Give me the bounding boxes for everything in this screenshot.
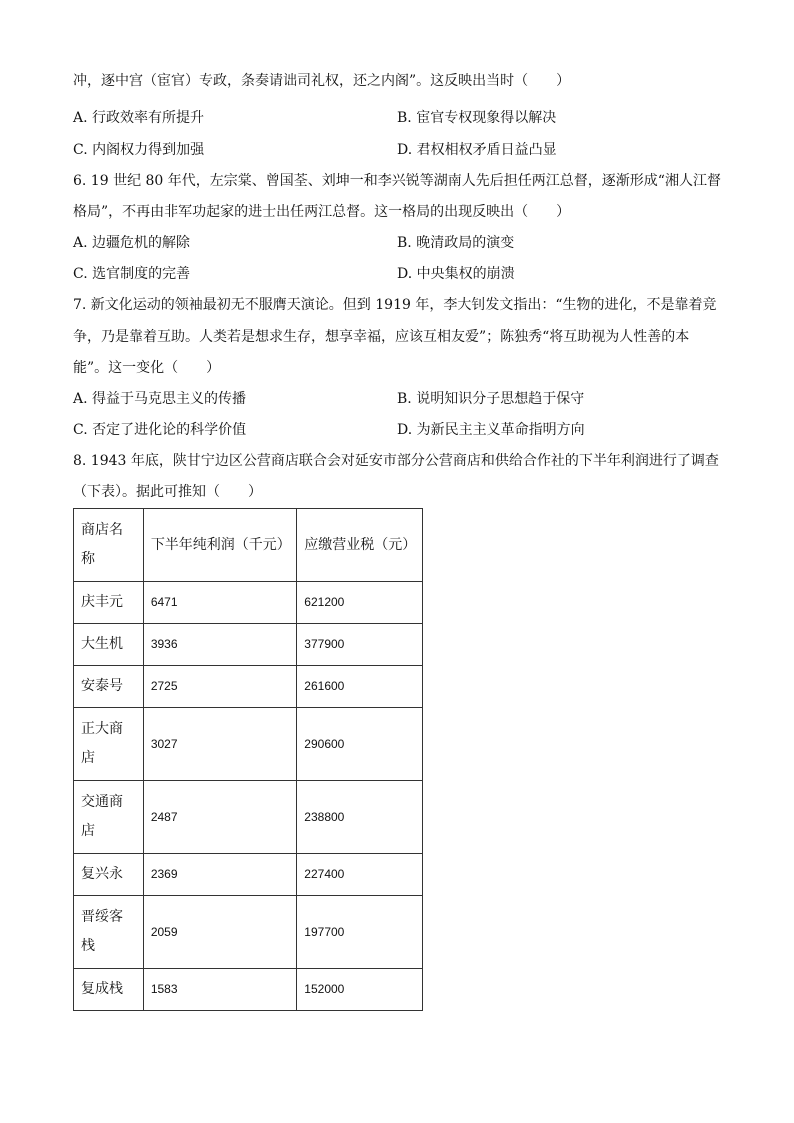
q5-stem-line-1: 冲，逐中宫（宦官）专政，条奏请诎司礼权，还之内阁”。这反映出当时（ ） [73,73,571,89]
q8-stem-line-2: （下表）。据此可推知（ ） [73,484,262,500]
profit-cell: 2369 [143,854,296,896]
q7-option-a: A. 得益于马克思主义的传播 [73,391,247,407]
q7-option-b: B. 说明知识分子思想趋于保守 [397,391,585,407]
q6-option-b: B. 晚清政局的演变 [397,235,515,251]
q7-option-c: C. 否定了进化论的科学价值 [73,422,247,438]
profit-cell: 3936 [143,624,296,666]
table-row [74,582,423,624]
header-business-tax: 应缴营业税（元） [297,509,423,582]
store-name-cell: 安泰号 [74,666,144,708]
profit-cell: 2487 [143,781,296,854]
profit-cell: 3027 [143,708,296,781]
q6-stem-line-1: 6. 19 世纪 80 年代，左宗棠、曾国荃、刘坤一和李兴锐等湖南人先后担任两江总督，逐渐形成“湘人江督 [73,173,721,189]
q6-option-d: D. 中央集权的崩溃 [397,266,515,282]
header-net-profit: 下半年纯利润（千元） [143,509,296,582]
table-header-row [74,509,423,582]
q5-option-b: B. 宦官专权现象得以解决 [397,110,557,126]
q5-option-d: D. 君权相权矛盾日益凸显 [397,142,557,158]
table-row [74,624,423,666]
q8-stem-line-1: 8. 1943 年底，陕甘宁边区公营商店联合会对延安市部分公营商店和供给合作社的下半年利润进行了调查 [73,453,719,469]
table-row [74,666,423,708]
store-name-cell: 复兴永 [74,854,144,896]
tax-cell: 197700 [297,896,423,969]
table-row [74,708,423,781]
tax-cell: 152000 [297,969,423,1011]
q5-option-a: A. 行政效率有所提升 [73,110,205,126]
profit-tax-table [73,508,423,1011]
q7-stem-line-1: 7. 新文化运动的领袖最初无不服膺天演论。但到 1919 年，李大钊发文指出：“生物的进化，不是靠着竞 [73,297,717,313]
profit-cell: 2059 [143,896,296,969]
store-name-cell: 交通商店 [74,781,144,854]
tax-cell: 621200 [297,582,423,624]
header-store-name: 商店名称 [74,509,144,582]
table-row [74,969,423,1011]
profit-cell: 1583 [143,969,296,1011]
store-name-cell: 晋绥客栈 [74,896,144,969]
q6-stem-line-2: 格局”，不再由非军功起家的进士出任两江总督。这一格局的出现反映出（ ） [73,204,571,220]
store-name-cell: 庆丰元 [74,582,144,624]
table-row [74,896,423,969]
q5-option-c: C. 内阁权力得到加强 [73,142,205,158]
table-row [74,781,423,854]
q6-option-c: C. 选官制度的完善 [73,266,191,282]
q7-stem-line-2: 争，乃是靠着互助。人类若是想求生存，想享幸福，应该互相友爱”；陈独秀“将互助视为人性善的本 [73,329,690,345]
tax-cell: 290600 [297,708,423,781]
store-name-cell: 复成栈 [74,969,144,1011]
table-row [74,854,423,896]
store-name-cell: 大生机 [74,624,144,666]
tax-cell: 377900 [297,624,423,666]
q6-option-a: A. 边疆危机的解除 [73,235,191,251]
store-name-cell: 正大商店 [74,708,144,781]
q7-option-d: D. 为新民主主义革命指明方向 [397,422,585,438]
profit-cell: 2725 [143,666,296,708]
tax-cell: 261600 [297,666,423,708]
tax-cell: 238800 [297,781,423,854]
q7-stem-line-3: 能”。这一变化（ ） [73,360,221,376]
profit-cell: 6471 [143,582,296,624]
tax-cell: 227400 [297,854,423,896]
